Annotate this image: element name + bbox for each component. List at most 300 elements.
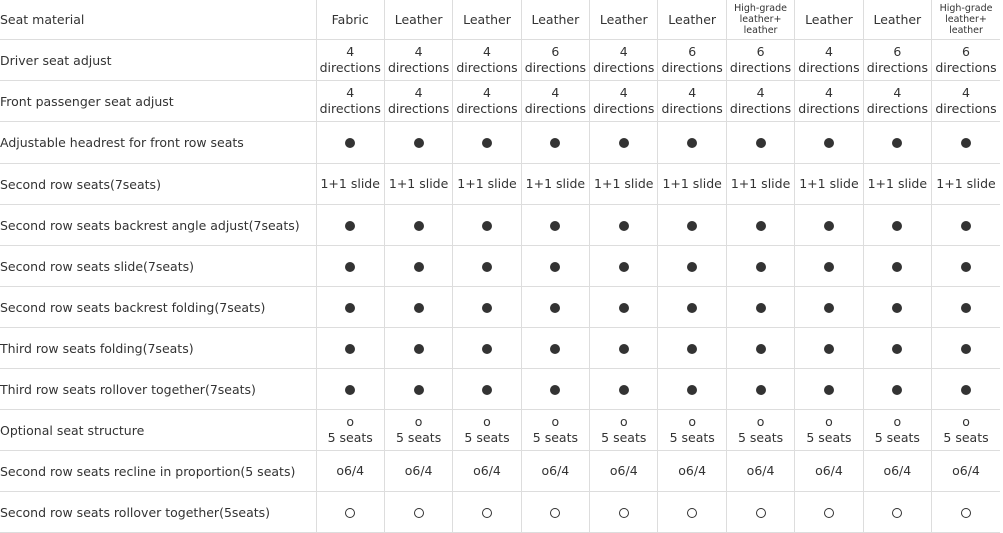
cell-text: leather+ <box>739 14 782 25</box>
filled-dot-icon <box>756 138 766 148</box>
open-circle-icon <box>550 508 560 518</box>
table-cell <box>453 0 521 40</box>
table-cell <box>726 40 794 81</box>
filled-dot-icon <box>550 344 560 354</box>
table-cell <box>384 451 452 492</box>
table-cell <box>521 287 589 328</box>
table-row <box>0 81 1000 122</box>
filled-dot-icon <box>619 262 629 272</box>
table-cell <box>384 328 452 369</box>
cell-text: leather <box>949 25 983 36</box>
table-cell <box>726 369 794 410</box>
cell-text: 6 <box>688 44 697 59</box>
cell-text: o6/4 <box>336 463 365 478</box>
filled-dot-icon <box>414 221 424 231</box>
table-cell <box>726 81 794 122</box>
table-row <box>0 451 1000 492</box>
filled-dot-icon <box>482 344 492 354</box>
table-row <box>0 246 1000 287</box>
row-label: Second row seats backrest angle adjust(7seats) <box>0 205 316 246</box>
filled-dot-icon <box>345 344 355 354</box>
cell-text: directions <box>729 60 792 75</box>
table-cell <box>316 287 384 328</box>
cell-text: Leather <box>394 11 443 27</box>
table-cell <box>453 369 521 410</box>
filled-dot-icon <box>687 344 697 354</box>
cell-text: directions <box>661 60 723 75</box>
cell-text: Leather <box>668 11 717 27</box>
table-cell <box>453 122 521 164</box>
table-cell <box>795 492 863 533</box>
table-cell <box>932 40 1000 81</box>
table-cell <box>658 492 726 533</box>
table-cell <box>863 410 931 451</box>
cell-text: o <box>756 414 765 429</box>
table-cell <box>384 410 452 451</box>
table-cell <box>726 246 794 287</box>
cell-text: 4 <box>756 85 765 100</box>
table-cell <box>590 81 658 122</box>
cell-text: directions <box>661 101 723 116</box>
table-cell <box>590 0 658 40</box>
table-cell <box>795 410 863 451</box>
open-circle-icon <box>687 508 697 518</box>
cell-text: directions <box>593 60 655 75</box>
filled-dot-icon <box>892 303 902 313</box>
filled-dot-icon <box>756 262 766 272</box>
cell-text: High-grade <box>734 3 787 14</box>
cell-text: o <box>825 414 833 429</box>
table-cell <box>863 81 931 122</box>
filled-dot-icon <box>961 385 971 395</box>
table-cell <box>932 451 1000 492</box>
table-cell <box>316 164 384 205</box>
cell-text: 1+1 slide <box>388 176 449 191</box>
table-cell <box>590 164 658 205</box>
table-cell <box>521 40 589 81</box>
table-cell <box>658 287 726 328</box>
table-cell <box>932 328 1000 369</box>
filled-dot-icon <box>550 385 560 395</box>
table-cell <box>795 0 863 40</box>
row-label: Second row seats(7seats) <box>0 164 316 205</box>
table-row <box>0 164 1000 205</box>
filled-dot-icon <box>687 385 697 395</box>
cell-text: directions <box>593 101 655 116</box>
cell-text: Leather <box>463 11 511 27</box>
cell-text: 5 seats <box>396 430 442 445</box>
table-cell <box>863 122 931 164</box>
filled-dot-icon <box>824 344 834 354</box>
table-cell <box>384 0 452 40</box>
table-cell <box>863 369 931 410</box>
cell-text: 1+1 slide <box>867 176 928 191</box>
table-cell <box>521 410 589 451</box>
table-row <box>0 0 1000 40</box>
filled-dot-icon <box>482 303 492 313</box>
table-cell <box>795 81 863 122</box>
table-cell <box>932 0 1000 40</box>
cell-text: leather+ <box>945 14 987 25</box>
row-label: Second row seats recline in proportion(5 seats) <box>0 451 316 492</box>
cell-text: directions <box>456 101 518 116</box>
cell-text: 6 <box>756 44 765 59</box>
row-label: Front passenger seat adjust <box>0 81 316 122</box>
filled-dot-icon <box>550 221 560 231</box>
filled-dot-icon <box>414 344 424 354</box>
table-cell <box>863 451 931 492</box>
cell-text: Fabric <box>331 11 369 27</box>
table-cell <box>453 246 521 287</box>
filled-dot-icon <box>619 138 629 148</box>
filled-dot-icon <box>414 262 424 272</box>
cell-text: o <box>483 414 491 429</box>
filled-dot-icon <box>414 385 424 395</box>
table-cell <box>658 122 726 164</box>
cell-text: 1+1 slide <box>730 176 791 191</box>
table-cell <box>863 328 931 369</box>
cell-text: Leather <box>531 11 580 27</box>
table-cell <box>932 369 1000 410</box>
cell-text: 5 seats <box>532 430 578 445</box>
table-cell <box>795 287 863 328</box>
table-cell <box>726 164 794 205</box>
cell-text: 4 <box>893 85 902 100</box>
table-cell <box>384 164 452 205</box>
table-cell <box>521 122 589 164</box>
cell-text: 4 <box>824 44 833 59</box>
cell-text: leather <box>743 25 778 36</box>
table-cell <box>932 122 1000 164</box>
filled-dot-icon <box>687 221 697 231</box>
table-cell <box>453 451 521 492</box>
open-circle-icon <box>824 508 834 518</box>
table-cell <box>453 492 521 533</box>
cell-text: Leather <box>805 11 853 27</box>
table-cell <box>932 164 1000 205</box>
table-cell <box>932 205 1000 246</box>
cell-text: o <box>414 414 423 429</box>
cell-text: o6/4 <box>746 463 775 478</box>
table-cell <box>453 287 521 328</box>
cell-text: 1+1 slide <box>799 176 859 191</box>
cell-text: o <box>962 414 970 429</box>
filled-dot-icon <box>345 303 355 313</box>
cell-text: o6/4 <box>541 463 570 478</box>
filled-dot-icon <box>824 385 834 395</box>
filled-dot-icon <box>414 138 424 148</box>
cell-text: 1+1 slide <box>525 176 586 191</box>
table-cell <box>453 164 521 205</box>
table-cell <box>658 451 726 492</box>
table-row <box>0 328 1000 369</box>
table-cell <box>726 122 794 164</box>
table-row <box>0 492 1000 533</box>
table-cell <box>795 40 863 81</box>
table-cell <box>726 287 794 328</box>
table-row <box>0 40 1000 81</box>
table-cell <box>316 40 384 81</box>
cell-text: 5 seats <box>327 430 373 445</box>
table-row <box>0 410 1000 451</box>
cell-text: 1+1 slide <box>936 176 996 191</box>
cell-text: 4 <box>619 44 628 59</box>
open-circle-icon <box>345 508 355 518</box>
row-label: Second row seats backrest folding(7seats) <box>0 287 316 328</box>
filled-dot-icon <box>687 303 697 313</box>
cell-text: directions <box>524 101 587 116</box>
open-circle-icon <box>619 508 629 518</box>
filled-dot-icon <box>345 221 355 231</box>
table-row <box>0 205 1000 246</box>
row-label: Third row seats rollover together(7seats) <box>0 369 316 410</box>
cell-text: 5 seats <box>737 430 784 445</box>
filled-dot-icon <box>892 344 902 354</box>
table-cell <box>590 246 658 287</box>
cell-text: 4 <box>346 44 355 59</box>
filled-dot-icon <box>892 138 902 148</box>
cell-text: 4 <box>619 85 628 100</box>
table-cell <box>863 287 931 328</box>
open-circle-icon <box>961 508 971 518</box>
table-cell <box>316 492 384 533</box>
table-cell <box>521 328 589 369</box>
filled-dot-icon <box>824 138 834 148</box>
cell-text: o <box>619 414 628 429</box>
table-cell <box>590 410 658 451</box>
filled-dot-icon <box>961 344 971 354</box>
filled-dot-icon <box>687 138 697 148</box>
table-cell <box>863 492 931 533</box>
row-label: Second row seats rollover together(5seats) <box>0 492 316 533</box>
cell-text: o6/4 <box>952 463 980 478</box>
cell-text: 4 <box>824 85 833 100</box>
table-cell <box>932 246 1000 287</box>
cell-text: o <box>893 414 902 429</box>
table-row <box>0 369 1000 410</box>
filled-dot-icon <box>824 221 834 231</box>
table-cell <box>658 246 726 287</box>
table-cell <box>384 81 452 122</box>
cell-text: 5 seats <box>464 430 510 445</box>
cell-text: directions <box>866 101 928 116</box>
table-cell <box>316 122 384 164</box>
filled-dot-icon <box>619 221 629 231</box>
cell-text: directions <box>524 60 587 75</box>
table-cell <box>658 410 726 451</box>
cell-text: o6/4 <box>473 463 501 478</box>
table-cell <box>932 81 1000 122</box>
filled-dot-icon <box>619 303 629 313</box>
cell-text: 6 <box>551 44 560 59</box>
table-cell <box>726 492 794 533</box>
table-cell <box>658 369 726 410</box>
table-cell <box>316 328 384 369</box>
table-cell <box>932 287 1000 328</box>
table-cell <box>590 492 658 533</box>
table-cell <box>316 246 384 287</box>
filled-dot-icon <box>482 385 492 395</box>
cell-text: 4 <box>414 85 423 100</box>
table-cell <box>932 410 1000 451</box>
filled-dot-icon <box>550 262 560 272</box>
table-cell <box>316 369 384 410</box>
table-cell <box>863 40 931 81</box>
table-cell <box>726 410 794 451</box>
filled-dot-icon <box>824 303 834 313</box>
table-cell <box>795 328 863 369</box>
table-cell <box>453 81 521 122</box>
cell-text: 4 <box>551 85 560 100</box>
table-cell <box>316 0 384 40</box>
table-cell <box>384 492 452 533</box>
table-cell <box>726 451 794 492</box>
open-circle-icon <box>414 508 424 518</box>
cell-text: 1+1 slide <box>662 176 722 191</box>
cell-text: directions <box>456 60 518 75</box>
open-circle-icon <box>756 508 766 518</box>
cell-text: directions <box>729 101 792 116</box>
cell-text: 5 seats <box>669 430 715 445</box>
filled-dot-icon <box>482 221 492 231</box>
cell-text: o6/4 <box>815 463 843 478</box>
cell-text: directions <box>319 60 381 75</box>
filled-dot-icon <box>756 303 766 313</box>
table-cell <box>658 0 726 40</box>
table-cell <box>384 369 452 410</box>
cell-text: o <box>551 414 560 429</box>
cell-text: 4 <box>483 85 491 100</box>
filled-dot-icon <box>892 221 902 231</box>
table-row <box>0 122 1000 164</box>
filled-dot-icon <box>756 344 766 354</box>
table-cell <box>932 492 1000 533</box>
cell-text: High-grade <box>939 3 993 14</box>
filled-dot-icon <box>482 138 492 148</box>
table-cell <box>590 328 658 369</box>
row-label: Seat material <box>0 0 316 40</box>
row-label: Adjustable headrest for front row seats <box>0 122 316 164</box>
cell-text: 5 seats <box>874 430 920 445</box>
table-cell <box>316 410 384 451</box>
table-cell <box>863 246 931 287</box>
cell-text: o6/4 <box>609 463 638 478</box>
table-cell <box>658 40 726 81</box>
table-cell <box>863 164 931 205</box>
table-cell <box>590 205 658 246</box>
cell-text: 1+1 slide <box>594 176 654 191</box>
filled-dot-icon <box>892 262 902 272</box>
table-cell <box>453 328 521 369</box>
table-cell <box>384 205 452 246</box>
cell-text: directions <box>798 60 860 75</box>
open-circle-icon <box>892 508 902 518</box>
cell-text: o6/4 <box>678 463 707 478</box>
filled-dot-icon <box>961 221 971 231</box>
filled-dot-icon <box>345 262 355 272</box>
cell-text: directions <box>387 101 450 116</box>
table-cell <box>658 164 726 205</box>
cell-text: 1+1 slide <box>457 176 517 191</box>
table-cell <box>590 287 658 328</box>
row-label: Driver seat adjust <box>0 40 316 81</box>
table-cell <box>658 328 726 369</box>
filled-dot-icon <box>550 138 560 148</box>
filled-dot-icon <box>619 385 629 395</box>
cell-text: 4 <box>962 85 970 100</box>
cell-text: directions <box>319 101 381 116</box>
cell-text: 6 <box>893 44 902 59</box>
table-cell <box>795 122 863 164</box>
filled-dot-icon <box>687 262 697 272</box>
cell-text: 4 <box>483 44 491 59</box>
table-cell <box>384 287 452 328</box>
table-cell <box>384 40 452 81</box>
cell-text: directions <box>935 101 997 116</box>
filled-dot-icon <box>961 138 971 148</box>
row-label: Third row seats folding(7seats) <box>0 328 316 369</box>
table-cell <box>726 328 794 369</box>
filled-dot-icon <box>756 221 766 231</box>
table-cell <box>521 492 589 533</box>
table-cell <box>453 40 521 81</box>
table-cell <box>590 451 658 492</box>
cell-text: o6/4 <box>404 463 433 478</box>
filled-dot-icon <box>345 138 355 148</box>
table-cell <box>795 205 863 246</box>
row-label: Second row seats slide(7seats) <box>0 246 316 287</box>
table-cell <box>590 369 658 410</box>
table-cell <box>863 205 931 246</box>
cell-text: o <box>688 414 696 429</box>
table-cell <box>863 0 931 40</box>
filled-dot-icon <box>550 303 560 313</box>
cell-text: o <box>346 414 355 429</box>
table-cell <box>453 410 521 451</box>
table-cell <box>521 451 589 492</box>
table-cell <box>521 205 589 246</box>
filled-dot-icon <box>756 385 766 395</box>
cell-text: 1+1 slide <box>320 176 380 191</box>
cell-text: 5 seats <box>943 430 989 445</box>
table-row <box>0 287 1000 328</box>
table-cell <box>795 369 863 410</box>
table-cell <box>658 81 726 122</box>
filled-dot-icon <box>961 303 971 313</box>
filled-dot-icon <box>482 262 492 272</box>
cell-text: 6 <box>962 44 970 59</box>
table-cell <box>316 205 384 246</box>
cell-text: directions <box>387 60 450 75</box>
table-cell <box>521 164 589 205</box>
table-cell <box>726 205 794 246</box>
filled-dot-icon <box>824 262 834 272</box>
cell-text: 5 seats <box>806 430 852 445</box>
cell-text: directions <box>866 60 928 75</box>
cell-text: 4 <box>414 44 423 59</box>
row-label: Optional seat structure <box>0 410 316 451</box>
table-cell <box>521 0 589 40</box>
filled-dot-icon <box>892 385 902 395</box>
table-cell <box>316 451 384 492</box>
cell-text: 4 <box>346 85 355 100</box>
table-cell <box>316 81 384 122</box>
table-cell <box>384 246 452 287</box>
table-cell <box>384 122 452 164</box>
cell-text: Leather <box>873 11 922 27</box>
table-cell <box>521 246 589 287</box>
table-cell <box>521 369 589 410</box>
